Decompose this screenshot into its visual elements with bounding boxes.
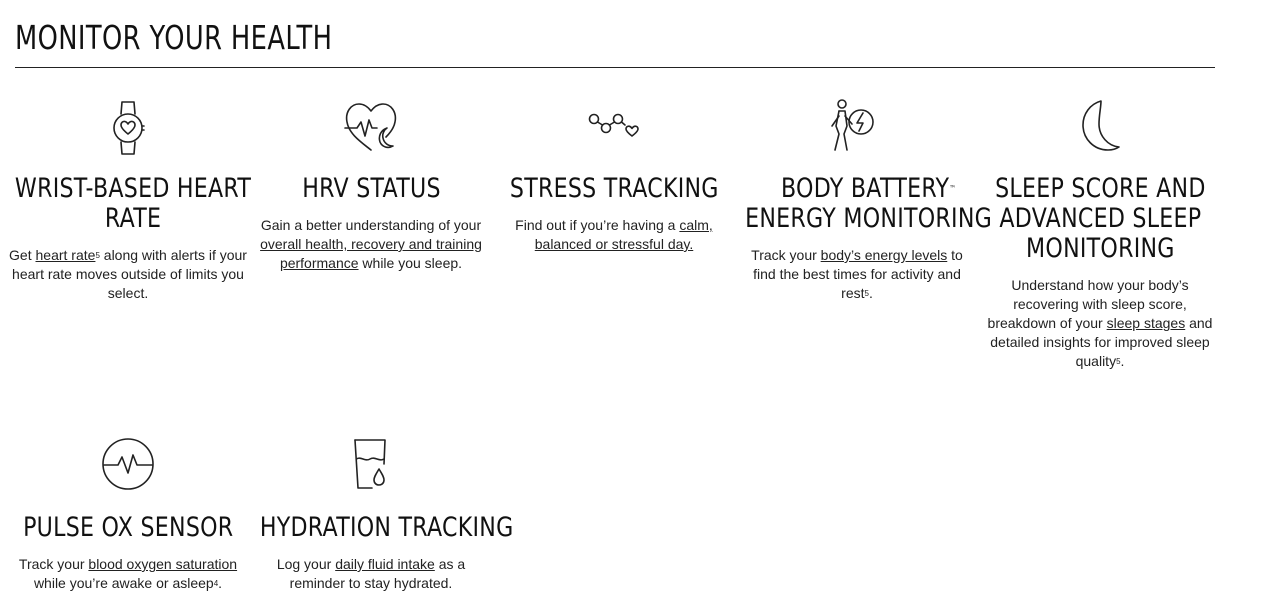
moon-icon [1070, 98, 1130, 158]
feature-description: Track your body’s energy levels to find the best times for activity and rest$^5$. [751, 247, 963, 301]
hrv-link[interactable]: overall health, recovery and training performance [260, 236, 482, 271]
feature-wrist-heart-rate [9, 98, 252, 303]
feature-hydration [252, 437, 514, 593]
section-title: MONITOR YOUR HEALTH [15, 18, 333, 57]
person-battery-icon [827, 98, 887, 158]
feature-description: Find out if you’re having a calm, balanced or stressful day. [515, 217, 713, 252]
feature-body-battery [738, 98, 993, 303]
feature-description: Get heart rate$^5$ along with alerts if your heart rate moves outside of limits you select. [9, 247, 247, 301]
feature-description: Understand how your body’s recovering with sleep score, breakdown of your sleep stages and detailed insights for improved sleep quality$^5$. [987, 277, 1213, 369]
feature-pulse-ox [9, 437, 247, 593]
fluid-intake-link[interactable]: daily fluid intake [335, 556, 435, 572]
title-divider [15, 67, 1215, 68]
feature-title: WRIST-BASED HEART RATE [14, 173, 252, 234]
stress-link[interactable]: calm, balanced or stressful day. [534, 217, 713, 252]
blood-oxygen-link[interactable]: blood oxygen saturation [88, 556, 238, 572]
energy-levels-link[interactable]: body’s energy levels [820, 247, 948, 263]
feature-description: Track your blood oxygen saturation while you’re awake or asleep$^4$. [18, 556, 238, 591]
feature-title: BODY BATTERY™ ENERGY MONITORING [745, 173, 993, 234]
feature-title: PULSE OX SENSOR [22, 512, 234, 543]
stress-chain-icon [584, 98, 644, 158]
feature-title: SLEEP SCORE AND ADVANCED SLEEP MONITORING [994, 173, 1206, 264]
feature-stress-tracking [495, 98, 733, 254]
feature-title: HYDRATION TRACKING [259, 512, 514, 543]
feature-title: STRESS TRACKING [509, 173, 719, 204]
heart-rate-link[interactable]: heart rate [35, 247, 96, 263]
sleep-stages-link[interactable]: sleep stages [1106, 315, 1186, 331]
watch-heart-icon [98, 98, 158, 158]
feature-hrv-status [252, 98, 490, 273]
water-glass-drop-icon [341, 437, 401, 497]
feature-title: HRV STATUS [301, 173, 441, 204]
pulse-ox-icon [98, 437, 158, 497]
heart-moon-icon [341, 98, 401, 158]
feature-description: Gain a better understanding of your overall health, recovery and training performance while you sleep. [260, 217, 482, 271]
feature-description: Log your daily fluid intake as a reminder to stay hydrated. [276, 556, 466, 591]
feature-sleep-score [981, 98, 1219, 371]
